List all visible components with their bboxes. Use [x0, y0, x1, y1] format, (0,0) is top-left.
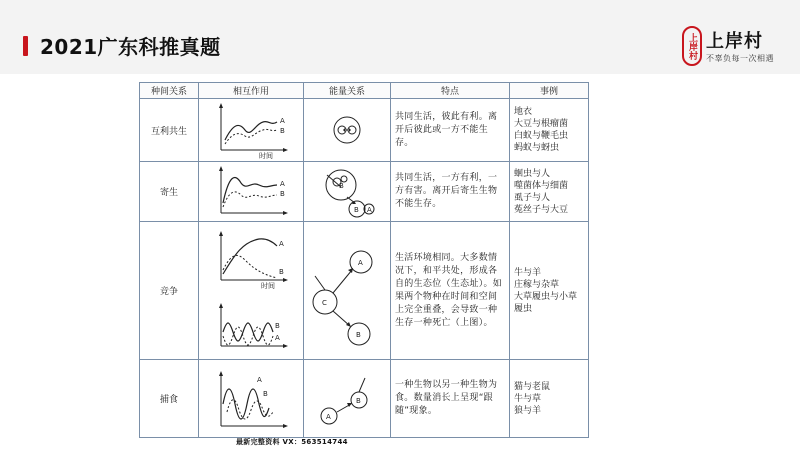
- column-header: 相互作用: [199, 83, 304, 99]
- interspecies-relation-table: [139, 82, 589, 438]
- feature-text: 一种生物以另一种生物为食。数量消长上呈现“跟随”现象。: [395, 380, 498, 416]
- table-row: [140, 222, 589, 360]
- column-header: 种间关系: [140, 83, 199, 99]
- node-label-b: B: [356, 396, 361, 405]
- curve-label-b: B: [279, 267, 284, 276]
- competition-energy-diagram: [305, 224, 389, 358]
- mutualism-energy-diagram: [305, 100, 389, 160]
- column-header: 特点: [391, 83, 510, 99]
- energy-diagram-cell: [304, 360, 391, 438]
- relation-type: 竞争: [140, 222, 199, 360]
- curve-label-a: A: [280, 179, 285, 188]
- curve-label-b: B: [275, 321, 280, 330]
- column-header: 能量关系: [304, 83, 391, 99]
- curve-label-b: B: [280, 189, 285, 198]
- axis-label-time: 时间: [261, 281, 275, 290]
- relation-type: 捕食: [140, 360, 199, 438]
- slide-title: 2021广东科推真题: [40, 35, 221, 59]
- example-item: 噬菌体与细菌: [514, 180, 569, 191]
- energy-diagram-cell: [304, 162, 391, 222]
- example-item: 蚂蚁与蚜虫: [514, 143, 560, 153]
- competition-population-graphs: [201, 224, 301, 358]
- example-item: 狼与羊: [514, 405, 542, 416]
- interaction-graph-cell: [199, 222, 304, 360]
- feature-text: 共同生活，彼此有利。离开后彼此或一方不能生存。: [395, 111, 498, 148]
- brand-name: 上岸村: [706, 31, 763, 52]
- energy-diagram-cell: [304, 99, 391, 162]
- curve-label-a: A: [257, 375, 262, 384]
- table-row: [140, 99, 589, 162]
- interaction-graph-cell: [199, 360, 304, 438]
- feature-cell: [391, 222, 510, 360]
- example-item: 大草履虫与小草履虫: [514, 291, 578, 314]
- brand-logo-icon: 上岸村: [682, 26, 702, 66]
- curve-label-b: B: [280, 127, 285, 135]
- title-accent-bar: [23, 36, 28, 56]
- parasitism-population-graph: [201, 163, 301, 221]
- feature-cell: [391, 99, 510, 162]
- examples-cell: [510, 99, 589, 162]
- mutualism-population-graph: [201, 100, 301, 160]
- feature-text: 共同生活，一方有利，一方有害。离开后寄生生物不能生存。: [395, 173, 498, 209]
- node-label-b: B: [356, 330, 361, 339]
- curve-label-a: A: [280, 117, 285, 125]
- example-item: 大豆与根瘤菌: [514, 119, 569, 129]
- feature-cell: [391, 162, 510, 222]
- examples-cell: [510, 162, 589, 222]
- slide-header: [0, 0, 800, 74]
- example-item: 牛与羊: [514, 267, 542, 278]
- example-item: 牛与草: [514, 393, 542, 404]
- feature-cell: [391, 360, 510, 438]
- example-item: 庄稼与杂草: [514, 279, 560, 290]
- interaction-graph-cell: [199, 99, 304, 162]
- table-row: [140, 162, 589, 222]
- node-label-a: A: [326, 412, 331, 421]
- curve-label-a: A: [275, 333, 280, 342]
- node-label-a: A: [358, 258, 363, 267]
- relation-type: 寄生: [140, 162, 199, 222]
- curve-label-a: A: [279, 239, 284, 248]
- example-item: 菟丝子与大豆: [514, 204, 569, 215]
- node-label-c: C: [322, 298, 327, 307]
- example-item: 地衣: [514, 107, 533, 117]
- node-label-b: B: [339, 181, 344, 190]
- example-item: 白蚁与鞭毛虫: [514, 131, 569, 141]
- feature-text: 生活环境相同。大多数情况下，和平共处，形成各自的生态位（生态址）。如果两个物种在时间和空间上完全重叠，会导致一种生存一种死亡（上图）。: [395, 252, 503, 328]
- footer-contact-note: 最新完整资料 VX：563514744: [236, 438, 348, 446]
- axis-label-time: 时间: [259, 152, 273, 160]
- examples-cell: [510, 360, 589, 438]
- curve-label-b: B: [263, 389, 268, 398]
- node-label-a: A: [367, 205, 372, 214]
- interaction-graph-cell: [199, 162, 304, 222]
- predation-energy-diagram: [305, 364, 389, 434]
- examples-cell: [510, 222, 589, 360]
- predation-population-graph: [201, 364, 301, 434]
- parasitism-energy-diagram: [305, 163, 389, 221]
- example-item: 虱子与人: [514, 192, 551, 203]
- table-header-row: [140, 83, 589, 99]
- example-item: 蛔虫与人: [514, 168, 551, 179]
- column-header: 事例: [510, 83, 589, 99]
- node-label-b: B: [354, 205, 359, 214]
- table-row: [140, 360, 589, 438]
- example-item: 猫与老鼠: [514, 381, 551, 392]
- energy-diagram-cell: [304, 222, 391, 360]
- relation-type: 互利共生: [140, 99, 199, 162]
- brand-slogan: 不辜负每一次相遇: [706, 54, 774, 63]
